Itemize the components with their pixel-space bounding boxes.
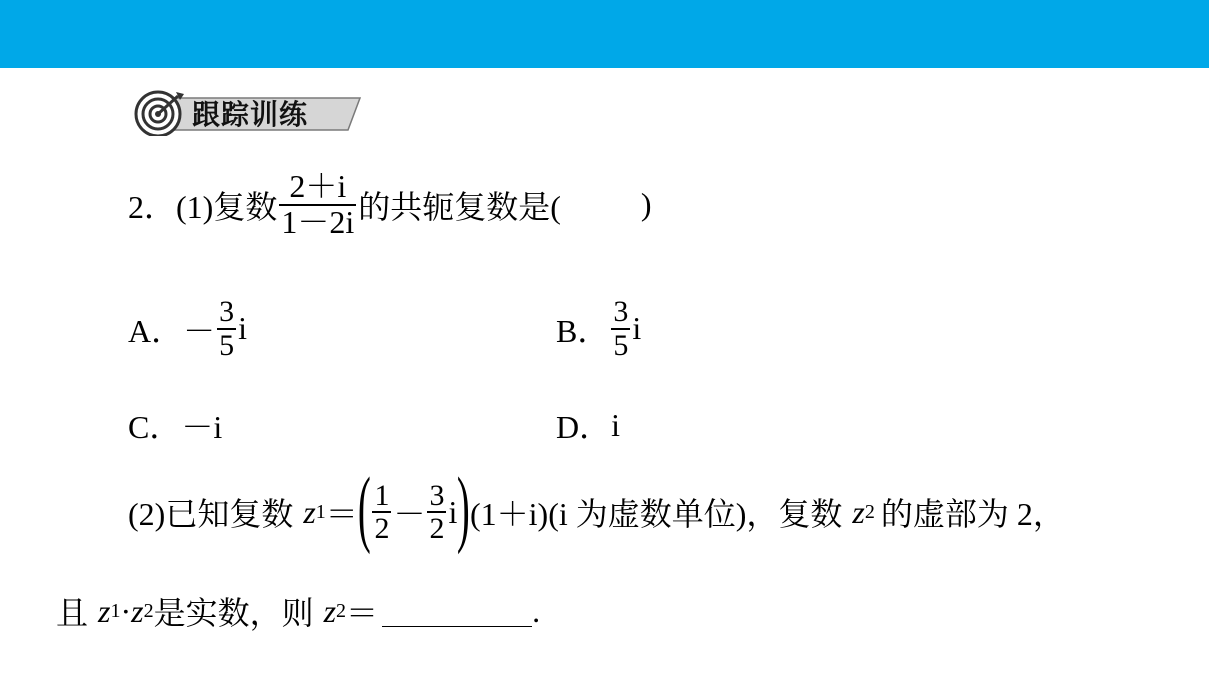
q1-close-paren: ): [640, 186, 652, 223]
option-a-tail: i: [238, 310, 248, 346]
q2-line2-z1-sub: 1: [110, 599, 121, 622]
q2-z1-var: z: [303, 493, 316, 530]
option-b-fraction: [611, 296, 630, 361]
q2-threehalf-numerator: 3: [429, 478, 445, 512]
q2-line2-z2-sub: 2: [143, 599, 154, 622]
q2-z2-sub: 2: [864, 500, 875, 523]
q2-line2-equals: ＝: [346, 595, 379, 631]
q2-line2-z1: z: [98, 592, 111, 629]
q2-half-numerator: 1: [374, 478, 390, 512]
q2-line2-end: .: [532, 592, 541, 629]
answer-blank[interactable]: [382, 596, 532, 627]
q2-line2-z2: z: [131, 592, 144, 629]
option-c-label: C．: [128, 409, 182, 445]
q2-tail2: 的虚部为 2，: [880, 496, 1065, 532]
option-a-label: A．: [128, 312, 184, 349]
option-d-text: i: [611, 406, 621, 443]
section-badge: [132, 88, 362, 136]
question-2-line-1: [128, 459, 1065, 555]
q1-fraction: [279, 170, 356, 239]
option-b: [556, 296, 641, 361]
q1-frac-denominator: 1－2i: [281, 203, 355, 240]
option-b-label: B．: [556, 312, 610, 349]
option-b-tail: i: [632, 310, 642, 346]
option-c: [128, 402, 222, 448]
q2-line2-a: 且: [56, 595, 89, 631]
q2-line2-dot: ·: [120, 592, 132, 629]
q2-z2-var: z: [852, 493, 865, 530]
top-banner: [0, 0, 1209, 68]
q2-line2-z2b-sub: 2: [336, 599, 347, 622]
q2-i: i: [448, 493, 458, 530]
q2-equals: ＝: [325, 496, 358, 532]
option-b-denominator: 5: [613, 328, 629, 362]
question-1: [128, 170, 652, 239]
section-title: 跟踪训练: [192, 98, 309, 131]
q2-threehalf-fraction: [427, 480, 446, 545]
question-2-line-2: [56, 588, 540, 634]
option-b-numerator: 3: [613, 295, 629, 328]
q2-half-fraction: [372, 480, 391, 545]
option-a-fraction: [217, 296, 236, 361]
q2-right-paren: ): [457, 459, 471, 555]
option-c-text: －i: [181, 409, 223, 445]
option-a-denominator: 5: [219, 328, 235, 362]
q2-threehalf-denominator: 2: [429, 512, 445, 545]
option-d: [556, 402, 620, 448]
q2-z1-sub: 1: [315, 500, 326, 523]
option-d-label: D．: [556, 409, 612, 445]
option-a-sign: －: [183, 312, 216, 349]
q2-tail: (1＋i)(i 为虚数单位)，复数: [469, 496, 843, 532]
q2-intro: (2)已知复数: [128, 496, 294, 532]
q1-suffix: 的共轭复数是(: [358, 188, 561, 225]
option-a: [128, 296, 247, 361]
q2-half-denominator: 2: [374, 512, 390, 545]
option-a-numerator: 3: [219, 295, 235, 328]
q2-line2-b: 是实数，则: [153, 595, 314, 631]
q1-prefix: 2．(1)复数: [128, 188, 278, 225]
q2-left-paren: (: [357, 459, 371, 555]
q2-minus: －: [393, 496, 426, 532]
q2-line2-z2b: z: [323, 592, 337, 629]
q1-frac-numerator: 2＋i: [289, 168, 347, 204]
